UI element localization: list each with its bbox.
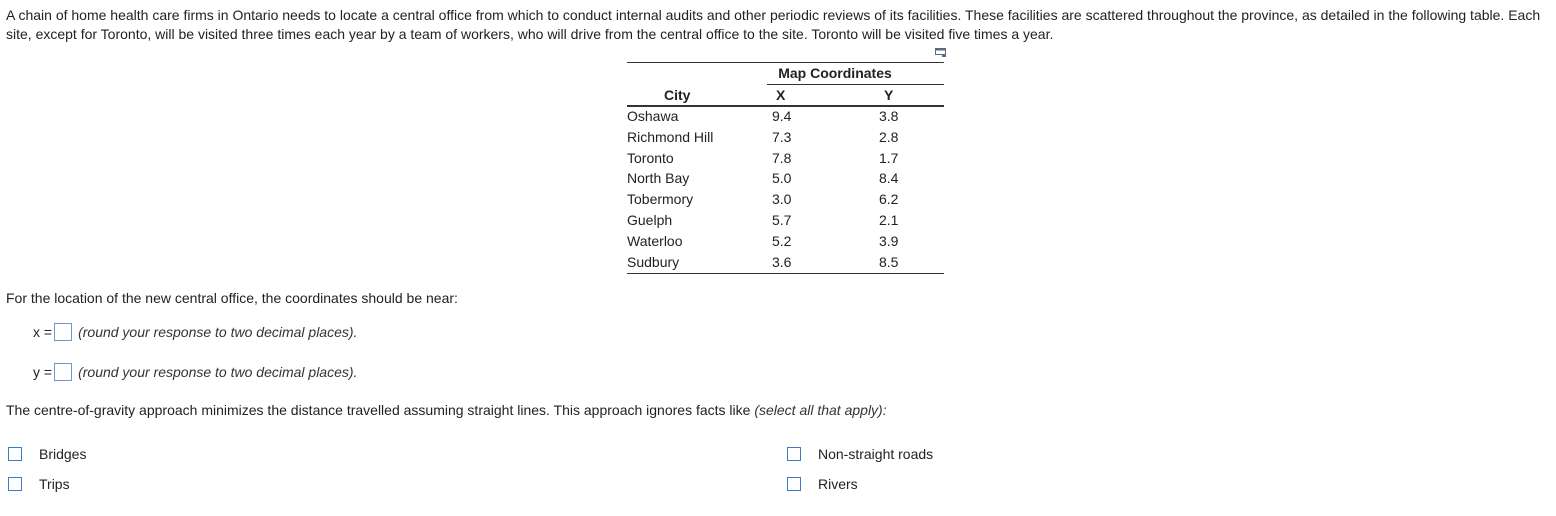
choice-bridges[interactable]: [8, 444, 86, 464]
x-cell: 5.7: [772, 211, 792, 228]
x-rounding-hint: (round your response to two decimal places).: [78, 324, 358, 340]
x-cell: 3.6: [772, 253, 792, 270]
table-row: [627, 169, 944, 190]
table-row: [627, 253, 944, 274]
city-column-header: City: [664, 87, 691, 103]
bridges-checkbox[interactable]: [8, 447, 22, 461]
table-row: [627, 128, 944, 149]
non-straight-roads-checkbox[interactable]: [787, 447, 801, 461]
table-row: [627, 190, 944, 211]
rivers-checkbox[interactable]: [787, 477, 801, 491]
y-answer-line: [33, 361, 357, 383]
centre-of-gravity-question: [6, 402, 887, 418]
trips-checkbox[interactable]: [8, 477, 22, 491]
table-bottom-rule: [627, 273, 944, 274]
question2-text: The centre-of-gravity approach minimizes the distance travelled assuming straight lines. This approach ignores facts like: [6, 402, 751, 418]
y-rounding-hint: (round your response to two decimal places).: [78, 364, 358, 380]
city-cell: Waterloo: [627, 232, 683, 249]
x-cell: 7.3: [772, 128, 792, 145]
y-cell: 3.9: [879, 232, 899, 249]
choice-non-straight-roads[interactable]: [787, 444, 933, 464]
coordinates-question: For the location of the new central office, the coordinates should be near:: [6, 290, 458, 306]
choice-rivers[interactable]: [787, 474, 858, 494]
x-cell: 7.8: [772, 149, 792, 166]
x-cell: 5.0: [772, 170, 792, 187]
y-column-header: Y: [884, 87, 894, 103]
y-cell: 1.7: [879, 149, 899, 166]
trips-label[interactable]: Trips: [39, 476, 70, 492]
select-all-hint: (select all that apply):: [754, 402, 887, 418]
city-cell: North Bay: [627, 170, 690, 187]
y-cell: 3.8: [879, 108, 899, 124]
table-top-rule: [627, 62, 944, 63]
x-cell: 9.4: [772, 108, 792, 124]
bridges-label[interactable]: Bridges: [39, 446, 87, 462]
y-label: y =: [33, 364, 53, 380]
table-row: [627, 149, 944, 170]
y-cell: 6.2: [879, 191, 899, 208]
city-cell: Tobermory: [627, 191, 694, 208]
x-cell: 3.0: [772, 191, 792, 208]
x-cell: 5.2: [772, 232, 792, 249]
table-row: [627, 211, 944, 232]
group-header-rule: [767, 84, 944, 85]
table-body: [627, 107, 944, 273]
y-cell: 2.8: [879, 128, 899, 145]
problem-intro: A chain of home health care firms in Ontario needs to locate a central office from which to conduct internal audits and other periodic reviews of its facilities. These facilities are scattered throughout the province, as detailed in the following table. Each site, except for Toronto, will be visited three times each year by a team of workers, who will drive from the central office to the site. Toronto will be visited five times a year.: [6, 7, 1541, 42]
y-cell: 8.5: [879, 253, 899, 270]
city-cell: Oshawa: [627, 108, 679, 124]
x-answer-line: [33, 321, 357, 343]
city-cell: Richmond Hill: [627, 128, 714, 145]
copy-table-icon[interactable]: [935, 48, 947, 58]
x-label: x =: [33, 324, 53, 340]
table-row: [627, 232, 944, 253]
map-coordinates-header: Map Coordinates: [778, 65, 892, 81]
x-answer-input[interactable]: [54, 323, 72, 341]
rivers-label[interactable]: Rivers: [818, 476, 858, 492]
y-cell: 2.1: [879, 211, 899, 228]
y-cell: 8.4: [879, 170, 899, 187]
non-straight-roads-label[interactable]: Non-straight roads: [818, 446, 934, 462]
city-cell: Sudbury: [627, 253, 680, 270]
x-column-header: X: [776, 87, 786, 103]
table-row: [627, 107, 944, 128]
city-cell: Guelph: [627, 211, 673, 228]
y-answer-input[interactable]: [54, 363, 72, 381]
choice-trips[interactable]: [8, 474, 70, 494]
city-cell: Toronto: [627, 149, 674, 166]
